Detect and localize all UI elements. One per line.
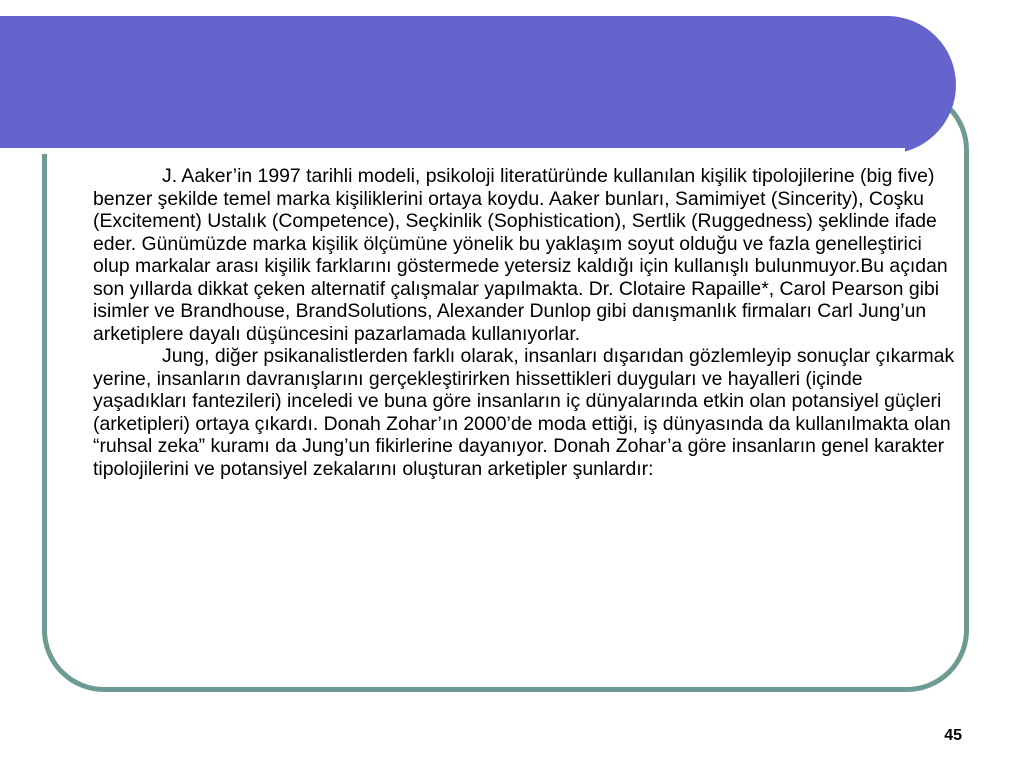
slide-body-text: [93, 165, 957, 480]
page-number: 45: [944, 727, 962, 744]
paragraph-jung-archetypes: Jung, diğer psikanalistlerden farklı olarak, insanları dışarıdan gözlemleyip sonuçlar çıkarmak yerine, insanların davranışlarını gerçekleştirirken hissettikleri duyguları ve hayalleri (içinde yaşadıkları fantezileri) inceledi ve buna göre insanların iç dünyalarında etkin olan potansiyel güçleri (arketipleri) ortaya çıkardı. Donah Zohar’ın 2000’de moda ettiği, iş dünyasında da kullanılmakta olan “ruhsal zeka” kuramı da Jung’un fikirlerine dayanıyor. Donah Zohar’a göre insanların genel karakter tipolojilerini ve potansiyel zekalarını oluşturan arketipler şunlardır:: [93, 345, 955, 480]
banner-divider-line: [0, 148, 905, 154]
header-banner: [0, 16, 956, 154]
paragraph-aaker-model: J. Aaker’in 1997 tarihli modeli, psikoloji literatüründe kullanılan kişilik tipolojilerine (big five) benzer şekilde temel marka kişiliklerini ortaya koydu. Aaker bunları, Samimiyet (Sincerity), Coşku (Excitement) Ustalık (Competence), Seçkinlik (Sophistication), Sertlik (Ruggedness) şeklinde ifade eder. Günümüzde marka kişilik ölçümüne yönelik bu yaklaşım soyut olduğu ve fazla genelleştirici olup markalar arası kişilik farklarını göstermede yetersiz kaldığı için kullanışlı bulunmuyor.Bu açıdan son yıllarda dikkat çeken alternatif çalışmalar yapılmakta. Dr. Clotaire Rapaille*, Carol Pearson gibi isimler ve Brandhouse, BrandSolutions, Alexander Dunlop gibi danışmanlık firmaları Carl Jung’un arketiplere dayalı düşüncesini pazarlamada kullanıyorlar.: [93, 165, 948, 345]
